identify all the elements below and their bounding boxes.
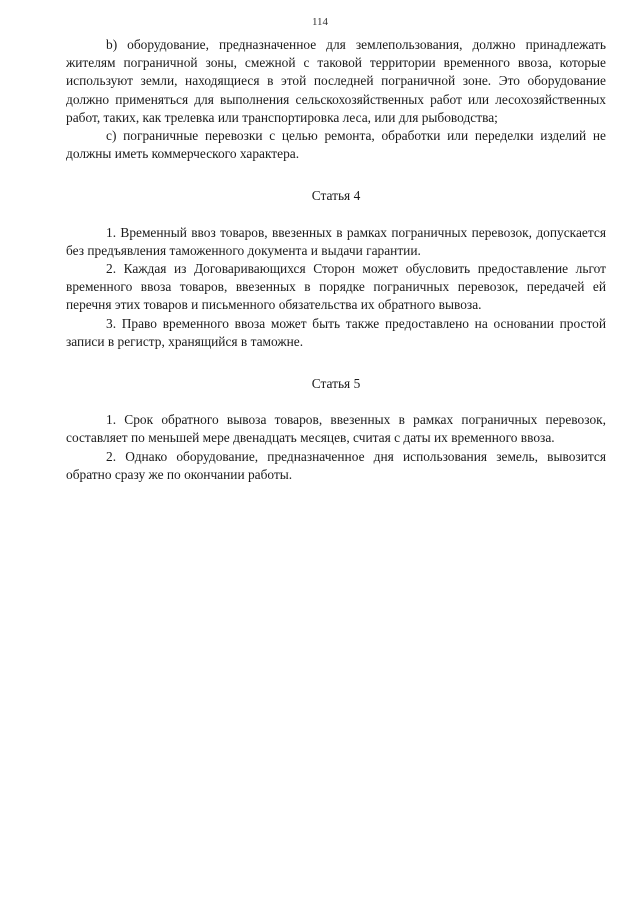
page-number: 114 xyxy=(311,16,329,28)
paragraph-c: c) пограничные перевозки с целью ремонта, обработки или переделки изделий не должны иметь коммерческого характера. xyxy=(66,128,606,162)
article-4-title: Статья 4 xyxy=(311,188,361,204)
article-5-paragraph-1: 1. Срок обратного вывоза товаров, ввезенных в рамках пограничных перевозок, составляет по меньшей мере двенадцать месяцев, считая с даты их временного ввоза. xyxy=(66,412,606,446)
document-body xyxy=(66,36,606,484)
paragraph-b: b) оборудование, предназначенное для землепользования, должно принадлежать жителям пограничной зоны, смежной с таковой территории временного ввоза, которые используют земли, находящиеся в этой последней пограничной зоне. Это оборудование должно применяться для выполнения сельскохозяйственных работ или лесохозяйственных работ, таких, как трелевка или транспортировка леса, или для рыбоводства; xyxy=(66,37,606,125)
article-4-paragraph-2: 2. Каждая из Договаривающихся Сторон может обусловить предоставление льгот временного ввоза товаров, ввезенных в порядке пограничных перевозок, передачей ей перечня этих товаров и письменного обязательства их обратного вывоза. xyxy=(66,261,606,313)
article-5-paragraph-2: 2. Однако оборудование, предназначенное дня использования земель, вывозится обратно сразу же по окончании работы. xyxy=(66,448,606,482)
article-5-title: Статья 5 xyxy=(311,376,361,392)
article-4-paragraph-3: 3. Право временного ввоза может быть также предоставлено на основании простой записи в регистр, хранящийся в таможне. xyxy=(66,315,606,349)
article-4-paragraph-1: 1. Временный ввоз товаров, ввезенных в рамках пограничных перевозок, допускается без предъявления таможенного документа и выдачи гарантии. xyxy=(66,224,606,258)
